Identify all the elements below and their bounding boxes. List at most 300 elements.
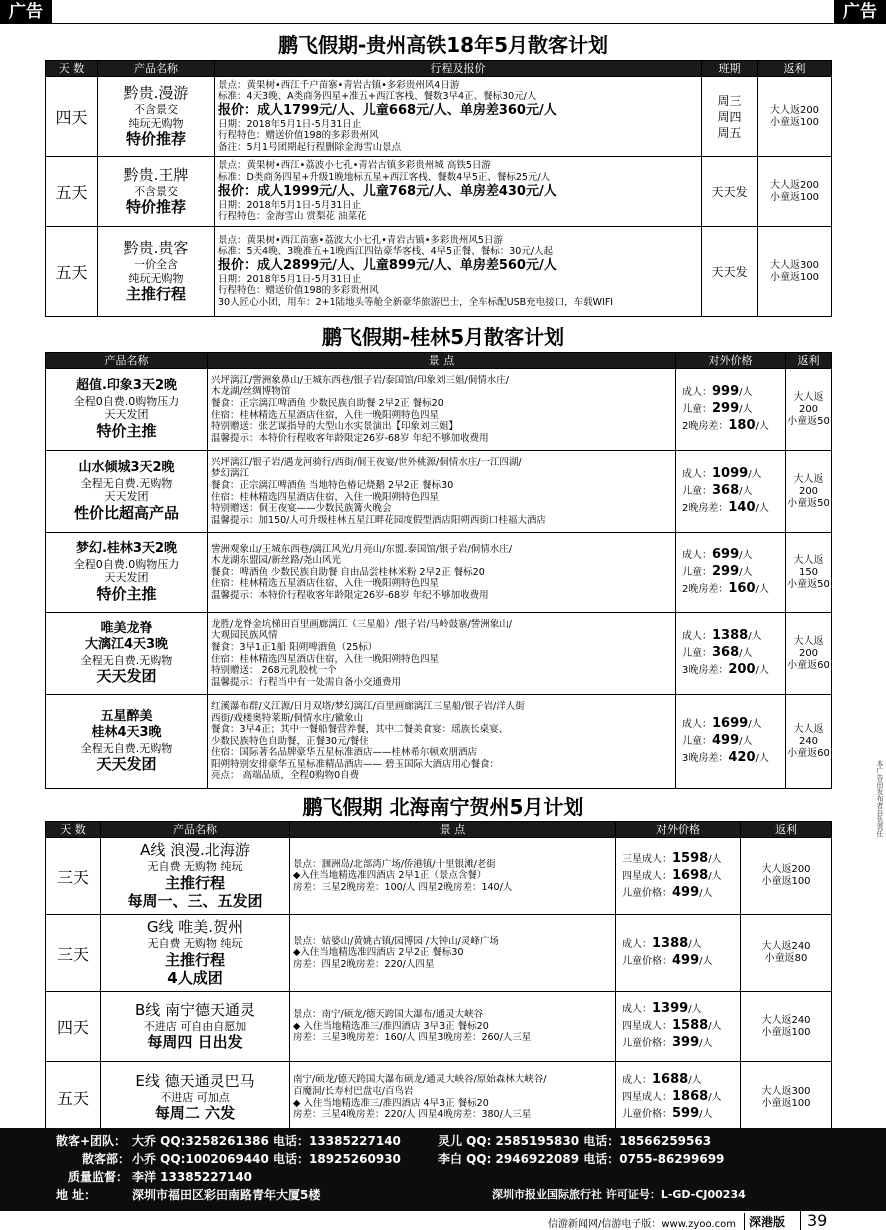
- product-sub: 全程无自费.无购物: [80, 476, 173, 490]
- product-cell: [46, 613, 208, 695]
- price-label: 儿童：: [682, 567, 712, 578]
- departure-tag: 每周四 日出发: [147, 1033, 243, 1052]
- days-cell: 五天: [46, 157, 98, 227]
- price-label: 2晚房差：: [682, 584, 729, 595]
- attractions-line: 木龙湖东盟园/新丝路/尧山风光: [211, 555, 341, 567]
- table-row: [46, 992, 832, 1062]
- contact-info: 小乔 QQ:1002069440 电话：18925260930: [132, 1152, 401, 1166]
- product-name-2: 大漓江4天3晚: [84, 637, 169, 653]
- attractions-cell: [208, 533, 676, 613]
- attractions-line: 餐食：3早4正；其中一餐船餐营养餐，其中二餐美食宴：瑶族长桌宴、: [211, 724, 509, 736]
- rebate-cell: [741, 1062, 832, 1134]
- price-label: 成人：: [622, 1004, 652, 1015]
- itinerary-cell: [215, 77, 702, 157]
- price-label: 3晚房差：: [682, 753, 729, 764]
- price-value: 1598: [672, 850, 709, 866]
- attractions-line: 餐食：正宗漓江啤酒鱼 当地特色椿记烧鹅 2早2正 餐标30: [211, 479, 454, 491]
- attractions-line: 亮点： 高端品质，全程0购物0自费: [211, 770, 360, 782]
- header-product: 产品名称: [101, 822, 290, 838]
- rebate-cell: [786, 533, 832, 613]
- price-label: 成人：: [682, 719, 712, 730]
- itinerary-line: 30人匠心小团，用车：2+1陆地头等舱全新豪华旅游巴士，全车标配USB充电接口，车载WIFI: [218, 296, 614, 308]
- schedule-day: 周四: [717, 109, 742, 124]
- product-name: E线 德天通灵巴马: [135, 1071, 255, 1090]
- product-cell: [101, 1062, 290, 1134]
- attractions-line: 住宿：桂林精选五星酒店住宿，入住一晚阳朔特色四星: [211, 409, 440, 421]
- rebate-cell: [758, 77, 832, 157]
- rebate-cell: [758, 227, 832, 317]
- rebate-child: 小童返80: [764, 953, 808, 964]
- price-unit: /人: [748, 631, 762, 642]
- product-name: A线 浪漫.北海游: [140, 841, 250, 859]
- header-days: 天 数: [46, 61, 98, 77]
- contact-footer: [0, 1128, 886, 1211]
- header-price: 对外价格: [676, 353, 786, 369]
- rebate-adult: 大人返300: [769, 259, 820, 271]
- product-sub: 全程无自费.无购物: [80, 741, 173, 755]
- rebate-adult: 大人返150: [793, 554, 824, 578]
- price-label: 3晚房差：: [682, 665, 729, 676]
- price-cell: [676, 695, 786, 789]
- price-line: [682, 733, 785, 750]
- price-unit: /人: [739, 736, 753, 747]
- product-tag: 天天发团: [96, 667, 157, 686]
- price-unit: /人: [688, 1075, 702, 1086]
- price-unit: /人: [739, 567, 753, 578]
- side-note: 本广告由发布者自负责任: [876, 760, 884, 837]
- attractions-line: 特别赠送： 268元乳胶枕一个: [211, 665, 337, 677]
- price-line: 报价：成人1799元/人、儿童668元/人、单房差360元/人: [218, 102, 557, 118]
- price-unit: /人: [739, 404, 753, 415]
- attractions-cell: [290, 915, 616, 992]
- table-row: [46, 369, 832, 451]
- ad-label-right: 广告: [834, 0, 886, 24]
- attractions-line: 南宁/硕龙/德天跨国大瀑布硕龙/通灵大峡谷/原始森林大峡谷/: [293, 1074, 547, 1086]
- itinerary-line: 标准：4天3晚、A类商务四星+准五+西江客栈、餐数3早4正、餐标30元/人: [218, 91, 537, 103]
- days-cell: 四天: [46, 77, 98, 157]
- price-label: 成人：: [682, 631, 712, 642]
- itinerary-line: 日期：2018年5月1日-5月31日止: [218, 118, 362, 130]
- price-unit: /人: [708, 1021, 722, 1032]
- rebate-adult: 大人返240: [761, 941, 811, 952]
- price-line: [682, 716, 785, 733]
- itinerary-line: 行程特色：赠送价值198的多彩贵州风: [218, 285, 379, 297]
- price-unit: /人: [739, 486, 753, 497]
- rebate-cell: [786, 369, 832, 451]
- product-name: 唯美龙脊: [100, 621, 153, 636]
- price-label: 成人：: [622, 1075, 652, 1086]
- product-name: 超值.印象3天2晚: [75, 378, 178, 394]
- rebate-cell: [786, 451, 832, 533]
- price-value: 499: [712, 733, 740, 748]
- rebate-adult: 大人返200: [793, 635, 824, 659]
- price-value: 499: [672, 884, 700, 900]
- price-unit: /人: [739, 648, 753, 659]
- itinerary-line: 日期：2018年5月1日-5月31日止: [218, 273, 362, 285]
- itinerary-line: 备注：5月1号团期起行程删除金海雪山景点: [218, 141, 402, 153]
- price-cell: [676, 533, 786, 613]
- rebate-child: 小童返100: [769, 191, 820, 203]
- rebate-adult: 大人返200: [793, 473, 824, 497]
- price-line: [622, 1089, 740, 1106]
- rebate-cell: [741, 915, 832, 992]
- price-line: [682, 750, 785, 767]
- price-line: [622, 1001, 740, 1018]
- price-line: 报价：成人1999元/人、儿童768元/人、单房差430元/人: [218, 183, 557, 199]
- product-cell: [98, 157, 215, 227]
- rebate-child: 小童返100: [769, 116, 820, 128]
- attractions-line: 温馨提示：加150/人可升级桂林五星江畔花园度假型酒店阳朔西街口桂福大酒店: [211, 514, 546, 526]
- attractions-line: 西街/戏楼奥特莱斯/侗情水庄/徽象山: [211, 712, 364, 724]
- product-sub: 纯玩无购物: [128, 116, 184, 130]
- price-label: 儿童：: [682, 648, 712, 659]
- price-value: 1868: [672, 1089, 709, 1104]
- header-rebate: 返利: [741, 822, 832, 838]
- header-attractions: 景 点: [290, 822, 616, 838]
- price-unit: /人: [755, 584, 769, 595]
- price-value: 1588: [672, 1018, 709, 1033]
- price-value: 1688: [652, 1072, 689, 1087]
- price-value: 1388: [652, 936, 689, 951]
- price-unit: /人: [755, 665, 769, 676]
- price-unit: /人: [748, 719, 762, 730]
- price-unit: /人: [748, 469, 762, 480]
- rebate-cell: [758, 157, 832, 227]
- attractions-line: 房差：三星3晚房差：160/人 四星3晚房差：260/人三星: [293, 1032, 532, 1044]
- days-cell: 三天: [46, 838, 101, 915]
- price-line: [682, 384, 785, 401]
- price-value: 999: [712, 384, 740, 399]
- attractions-cell: [290, 1062, 616, 1134]
- price-unit: /人: [699, 1109, 713, 1120]
- website-credit: 信游新闻网/信游电子版：www.zyoo.com: [548, 1219, 736, 1230]
- header-rebate: 返利: [758, 61, 832, 77]
- product-sub: 一价全含: [134, 257, 178, 271]
- product-sub: 不进店 可加点: [160, 1090, 230, 1104]
- price-label: 四星成人：: [622, 870, 672, 882]
- rebate-adult: 大人返300: [761, 1085, 811, 1097]
- rebate-cell: [786, 613, 832, 695]
- days-cell: 五天: [46, 1062, 101, 1134]
- rebate-adult: 大人返200: [769, 179, 820, 191]
- page-bottom-bar: [0, 1211, 886, 1230]
- price-label: 儿童价格：: [622, 1038, 672, 1049]
- license: 深圳市报业国际旅行社 许可证号：L-GD-CJ00234: [492, 1188, 746, 1201]
- product-name-2: 桂林4天3晚: [91, 725, 162, 741]
- itinerary-line: 标准：D类商务四星+升级1晚地标五星+西江客栈、餐数4早5正、餐标25元/人: [218, 171, 551, 183]
- price-cell: [676, 613, 786, 695]
- price-line: [682, 662, 785, 679]
- product-name: 黔贵.漫游: [123, 84, 189, 102]
- attractions-line: 兴坪漓江/訾洲象鼻山/王城东西巷/银子岩/泰国馆/印象刘三姐/侗情水庄/: [211, 374, 509, 386]
- price-value: 200: [728, 662, 756, 677]
- price-line: [622, 885, 740, 902]
- header-attractions: 景 点: [208, 353, 676, 369]
- price-unit: /人: [708, 853, 722, 865]
- price-cell: [616, 992, 741, 1062]
- guilin-title: 鹏飞假期-桂林5月散客计划: [321, 325, 565, 349]
- table-row: [46, 227, 832, 317]
- table-row: [46, 838, 832, 915]
- attractions-line: 红溪瀑布群/义江源/日月双塔/梦幻漓江/百里画廊漓江三星船/银子岩/洋人街: [211, 700, 525, 712]
- beihai-table: [45, 821, 832, 1134]
- price-unit: /人: [755, 753, 769, 764]
- table-row: [46, 157, 832, 227]
- rebate-child: 小童返50: [787, 578, 830, 590]
- product-sub: 全程0自费.0购物压力: [73, 557, 180, 571]
- attractions-line: 房差：三星2晚房差：100/人 四星2晚房差：140/人: [293, 881, 513, 893]
- price-unit: /人: [699, 956, 713, 967]
- price-value: 1699: [712, 716, 749, 731]
- table-row: [46, 695, 832, 789]
- price-value: 299: [712, 564, 740, 579]
- rebate-child: 小童返100: [769, 271, 820, 283]
- price-line: 报价：成人2899元/人、儿童899元/人、单房差560元/人: [218, 257, 557, 273]
- header-days: 天 数: [46, 822, 101, 838]
- rebate-adult: 大人返240: [761, 1014, 811, 1026]
- price-label: 成人：: [622, 939, 652, 950]
- rebate-child: 小童返60: [787, 659, 830, 671]
- attractions-line: 餐食：正宗漓江啤酒鱼 少数民族自助餐 2早2正 餐标20: [211, 397, 444, 409]
- attractions-line: 景点：姑婆山/黄姚古镇/园博园 /大钟山/灵峰广场: [293, 935, 499, 947]
- product-sub: 不含景交: [134, 102, 178, 116]
- departure-tag: 4人成团: [167, 969, 223, 988]
- contact-info: 李洋 13385227140: [132, 1170, 253, 1184]
- header-itinerary: 行程及报价: [215, 61, 702, 77]
- price-cell: [616, 915, 741, 992]
- product-cell: [98, 77, 215, 157]
- attractions-line: 百魔洞/长寿村巴盘屯/百鸟岩: [293, 1085, 414, 1097]
- attractions-line: ◆ 入住当地精选准三/准四酒店 3早3正 餐标20: [293, 1020, 489, 1032]
- header-product: 产品名称: [46, 353, 208, 369]
- schedule-cell: 天天发: [702, 227, 758, 317]
- schedule-day: 周五: [717, 125, 742, 140]
- table-row: [46, 77, 832, 157]
- price-line: [622, 1106, 740, 1123]
- price-unit: /人: [755, 421, 769, 432]
- table-row: [46, 451, 832, 533]
- rebate-adult: 大人返200: [793, 391, 824, 415]
- attractions-cell: [290, 992, 616, 1062]
- product-tag: 特价推荐: [125, 198, 186, 217]
- product-name: B线 南宁德天通灵: [134, 1000, 256, 1019]
- contact-info: 李白 QQ: 2946922089 电话：0755-86299699: [438, 1152, 725, 1166]
- price-label: 儿童：: [682, 486, 712, 497]
- price-unit: /人: [688, 939, 702, 950]
- address: 深圳市福田区彩田南路青年大厦5楼: [132, 1188, 321, 1202]
- table-row: [46, 533, 832, 613]
- attractions-line: 兴坪漓江/银子岩/遇龙河骑行/西街/侗王夜宴/世外桃源/侗情水庄/一江四湖/: [211, 456, 522, 468]
- price-value: 180: [728, 418, 756, 433]
- itinerary-line: 景点：黄果树•西江•荔波小七孔•青岩古镇多彩贵州城 高铁5日游: [218, 160, 491, 172]
- price-label: 成人：: [682, 387, 712, 398]
- itinerary-line: 标准：5天4晚、3晚准五+1晚西江四钻豪华客栈、4早5正餐、餐标：30元/人起: [218, 246, 554, 258]
- guizhou-table: [45, 60, 832, 317]
- itinerary-line: 景点：黄果树•西江苗寨•荔波大小七孔•青岩古镇•多彩贵州风5日游: [218, 234, 503, 246]
- product-cell: [46, 451, 208, 533]
- guizhou-title: 鹏飞假期-贵州高铁18年5月散客计划: [277, 33, 609, 57]
- price-label: 四星成人：: [622, 1021, 672, 1032]
- itinerary-line: 行程特色：赠送价值198的多彩贵州风: [218, 130, 379, 142]
- rebate-child: 小童返100: [761, 1026, 811, 1038]
- attractions-cell: [208, 613, 676, 695]
- price-value: 1388: [712, 628, 749, 643]
- contact-line: [0, 1186, 886, 1204]
- rebate-adult: 大人返200: [769, 104, 820, 116]
- itinerary-line: 行程特色：金海雪山 赏梨花 油菜花: [218, 211, 367, 223]
- price-unit: /人: [739, 550, 753, 561]
- price-line: [622, 1072, 740, 1089]
- attractions-line: 特别赠送：侗王夜宴——少数民族篝火晚会: [211, 503, 392, 515]
- header-price: 对外价格: [616, 822, 741, 838]
- contact-line: [0, 1132, 886, 1150]
- itinerary-cell: [215, 227, 702, 317]
- product-cell: [98, 227, 215, 317]
- contact-label: 地 址：: [56, 1188, 97, 1202]
- attractions-line: 温馨提示：行程当中有一处需自备小交通费用: [211, 676, 402, 688]
- price-line: [622, 936, 740, 953]
- price-value: 160: [728, 581, 756, 596]
- attractions-line: 温馨提示：本特价行程收客年龄限定26岁-68岁 年纪不够加收费用: [211, 432, 489, 444]
- rebate-adult: 大人返200: [761, 864, 811, 875]
- price-value: 1099: [712, 466, 749, 481]
- product-cell: [101, 838, 290, 915]
- rebate-child: 小童返100: [761, 876, 811, 887]
- page-number: 39: [800, 1211, 827, 1230]
- price-label: 成人：: [682, 550, 712, 561]
- price-line: [682, 564, 785, 581]
- attractions-line: 餐食：啤酒鱼 少数民族自助餐 自由品尝桂林米粉 2早2正 餐标20: [211, 566, 485, 578]
- price-value: 368: [712, 645, 740, 660]
- top-rule: [52, 23, 834, 24]
- attractions-line: 餐食：3早1正1船 阳朔啤酒鱼（25标）: [211, 641, 378, 653]
- price-value: 599: [672, 1106, 700, 1121]
- price-line: [682, 628, 785, 645]
- product-cell: [101, 992, 290, 1062]
- price-cell: [616, 838, 741, 915]
- attractions-cell: [290, 838, 616, 915]
- product-name: 黔贵.贵客: [123, 239, 189, 257]
- price-line: [622, 1018, 740, 1035]
- table-row: [46, 915, 832, 992]
- table-row: [46, 1062, 832, 1134]
- rebate-child: 小童返100: [761, 1097, 811, 1109]
- attractions-line: 温馨提示：本特价行程收客年龄限定26岁-68岁 年纪不够加收费用: [211, 589, 489, 601]
- attractions-line: 房差：四星2晚房差：220/人四星: [293, 958, 435, 970]
- header-rebate: 返利: [786, 353, 832, 369]
- days-cell: 四天: [46, 992, 101, 1062]
- contact-label: 质量监督：: [68, 1170, 129, 1184]
- price-line: [682, 500, 785, 517]
- price-value: 368: [712, 483, 740, 498]
- product-name: 五星醉美: [100, 709, 153, 724]
- price-unit: /人: [755, 503, 769, 514]
- attractions-line: 景点：涠洲岛/北部湾广场/侨港镇/十里银滩/老街: [293, 858, 496, 870]
- price-line: [622, 851, 740, 868]
- price-label: 成人：: [682, 469, 712, 480]
- price-label: 儿童：: [682, 736, 712, 747]
- attractions-line: 少数民族特色自助餐，正餐30元/餐住: [211, 735, 369, 747]
- attractions-line: 龙胜/龙脊金坑梯田百里画廊漓江（三星船）/银子岩/马岭鼓寨/訾洲象山/: [211, 618, 513, 630]
- attractions-line: 大观园民族风情: [211, 630, 278, 642]
- price-label: 儿童：: [682, 404, 712, 415]
- product-sub: 无自费 无购物 纯玩: [147, 936, 243, 950]
- price-label: 儿童价格：: [622, 956, 672, 967]
- price-line: [682, 418, 785, 435]
- price-line: [622, 953, 740, 970]
- rebate-cell: [786, 695, 832, 789]
- price-label: 2晚房差：: [682, 503, 729, 514]
- price-value: 699: [712, 547, 740, 562]
- departure-tag: 每周二 六发: [154, 1104, 236, 1123]
- days-cell: 五天: [46, 227, 98, 317]
- contact-line: [0, 1150, 886, 1168]
- price-value: 140: [728, 500, 756, 515]
- rebate-child: 小童返60: [787, 747, 830, 759]
- price-cell: [616, 1062, 741, 1134]
- attractions-line: 房差：三星4晚房差：220/人 四星4晚房差：380/人三星: [293, 1109, 532, 1121]
- table-row: [46, 613, 832, 695]
- attractions-line: 木龙湖/丝绸博物馆: [211, 386, 291, 398]
- attractions-line: 景点：南宁/硕龙/德天跨国大瀑布/通灵大峡谷: [293, 1009, 484, 1021]
- schedule-cell: [702, 77, 758, 157]
- price-line: [682, 581, 785, 598]
- schedule-day: 周三: [717, 93, 742, 108]
- rebate-child: 小童返50: [787, 415, 830, 427]
- product-sub: 不含景交: [134, 184, 178, 198]
- product-cell: [46, 533, 208, 613]
- attractions-line: ◆入住当地精选准四酒店 2早1正（景点含餐）: [293, 870, 487, 882]
- price-unit: /人: [688, 1004, 702, 1015]
- price-line: [622, 1035, 740, 1052]
- attractions-line: 住宿：国际著名品牌豪华五星标准酒店——桂林希尔顿欢朋酒店: [211, 747, 478, 759]
- product-tag: 特价推荐: [125, 130, 186, 149]
- price-unit: /人: [708, 1092, 722, 1103]
- price-label: 四星成人：: [622, 1092, 672, 1103]
- product-cell: [101, 915, 290, 992]
- price-label: 三星成人：: [622, 853, 672, 865]
- rebate-child: 小童返50: [787, 497, 830, 509]
- header-product: 产品名称: [98, 61, 215, 77]
- price-value: 1698: [672, 867, 709, 883]
- attractions-cell: [208, 369, 676, 451]
- contact-info: 大乔 QQ:3258261386 电话：13385227140: [132, 1134, 401, 1148]
- contact-label: 散客部：: [82, 1152, 131, 1166]
- price-value: 399: [672, 1035, 700, 1050]
- price-label: 儿童价格：: [622, 1109, 672, 1120]
- rebate-adult: 大人返240: [793, 723, 824, 747]
- contact-line: [0, 1168, 886, 1186]
- edition-label: 深港版: [744, 1213, 785, 1230]
- product-sub: 全程无自费.无购物: [80, 653, 173, 667]
- price-line: [682, 645, 785, 662]
- product-tag: 主推行程: [125, 285, 186, 304]
- price-line: [682, 547, 785, 564]
- attractions-line: 訾洲观象山/王城东西巷/漓江风光/月亮山/东盟.泰国馆/银子岩/侗情水庄/: [211, 543, 512, 555]
- attractions-line: ◆入住当地精选准四酒店 2早2正 餐标30: [293, 947, 464, 959]
- price-cell: [676, 369, 786, 451]
- product-name: 梦幻.桂林3天2晚: [75, 541, 178, 557]
- attractions-line: 梦幻漓江: [211, 468, 250, 480]
- beihai-title: 鹏飞假期 北海南宁贺州5月计划: [302, 795, 584, 819]
- attractions-line: 住宿：桂林精选五星酒店住宿，入住一晚阳朔特色四星: [211, 578, 440, 590]
- product-tag: 性价比超高产品: [73, 504, 179, 522]
- rebate-cell: [741, 992, 832, 1062]
- header-schedule: 班期: [702, 61, 758, 77]
- price-line: [622, 868, 740, 885]
- price-value: 499: [672, 953, 700, 968]
- itinerary-line: 日期：2018年5月1日-5月31日止: [218, 199, 362, 211]
